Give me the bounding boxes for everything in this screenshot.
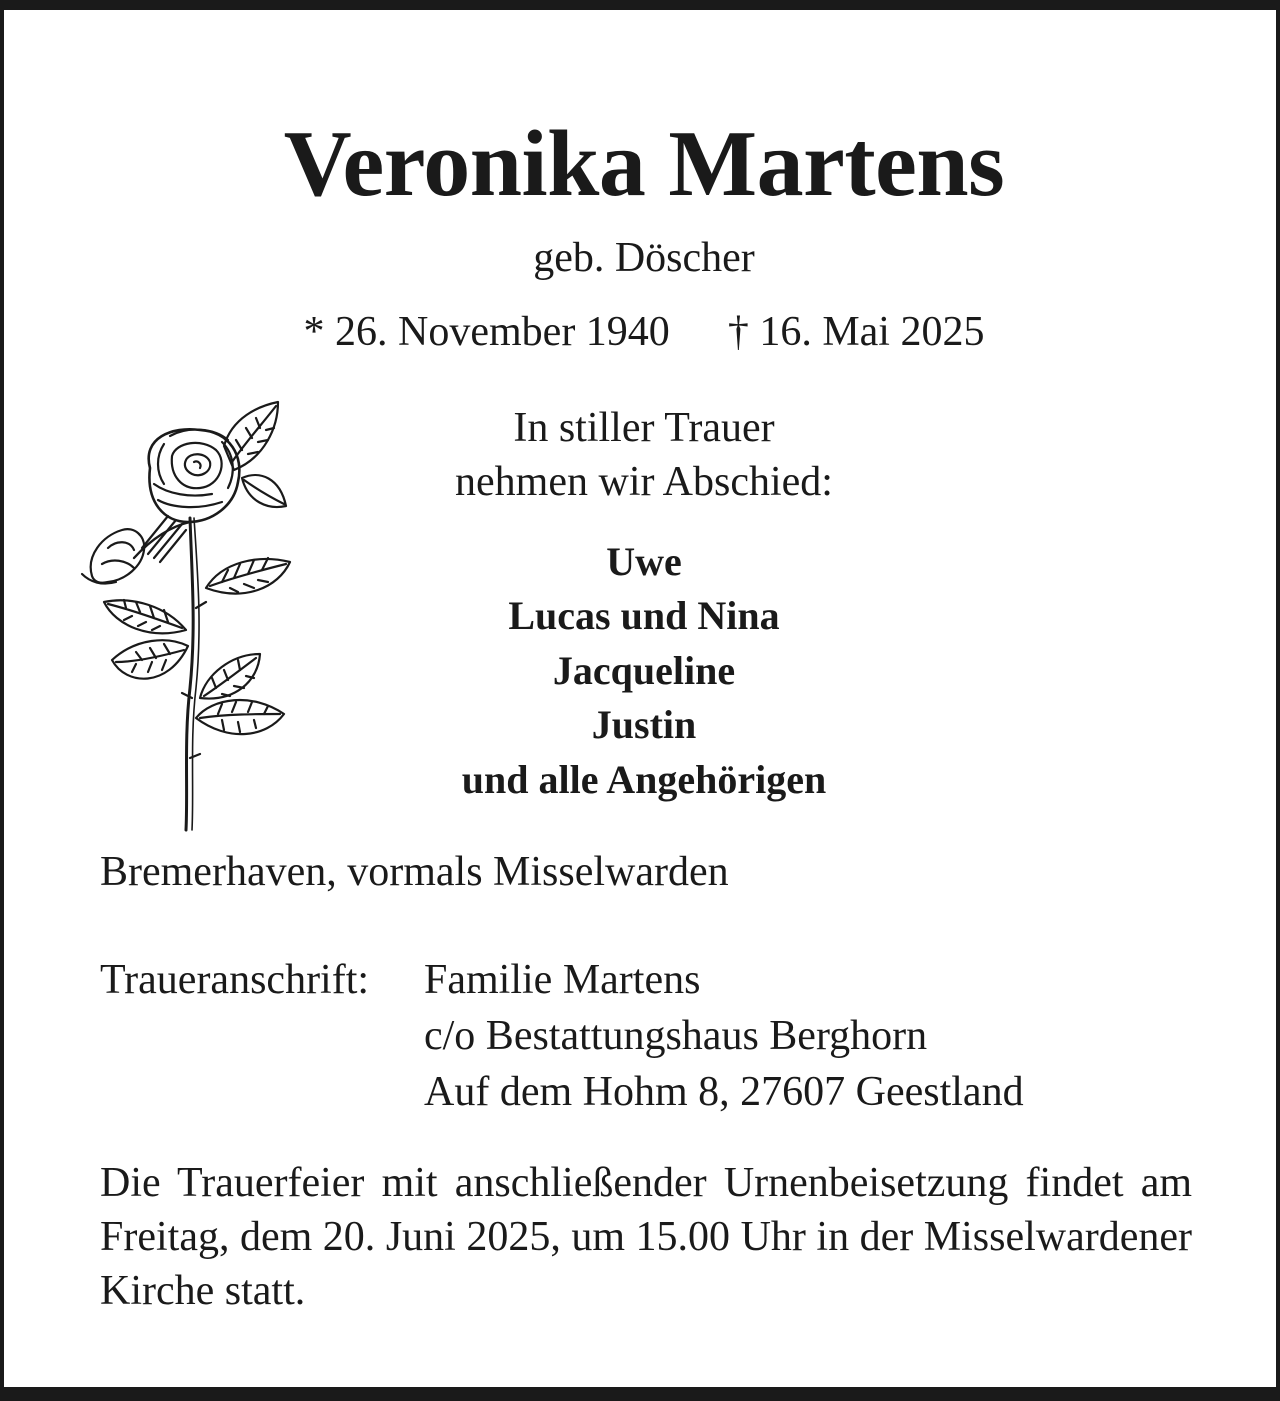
mourner-name: Uwe	[606, 539, 682, 584]
mourner-name: Jacqueline	[552, 648, 736, 693]
place-line: Bremerhaven, vormals Misselwarden	[100, 849, 729, 895]
address-line-3: Auf dem Hohm 8, 27607 Geestland	[424, 1069, 1024, 1115]
intro-line-2: nehmen wir Abschied:	[455, 459, 833, 505]
deceased-name: Veronika Martens	[283, 112, 1005, 216]
mourner-name: Lucas und Nina	[508, 593, 780, 638]
mourner-name: und alle Angehörigen	[461, 757, 827, 802]
service-notice: Die Trauerfeier mit anschließender Urnenbeisetzung findet am Freitag, dem 20. Juni 2025, um 15.00 Uhr in der Misselwardener Kirche statt.	[100, 1160, 1192, 1314]
mourner-name: Justin	[591, 702, 697, 747]
birth-date: * 26. November 1940	[303, 309, 670, 355]
address-line-1: Familie Martens	[424, 957, 701, 1003]
maiden-name: geb. Döscher	[533, 235, 755, 281]
address-label: Traueranschrift:	[100, 957, 370, 1003]
intro-line-1: In stiller Trauer	[513, 405, 775, 451]
address-line-2: c/o Bestattungshaus Berghorn	[424, 1013, 928, 1059]
death-date: † 16. Mai 2025	[727, 309, 985, 355]
life-dates	[4, 308, 1280, 356]
